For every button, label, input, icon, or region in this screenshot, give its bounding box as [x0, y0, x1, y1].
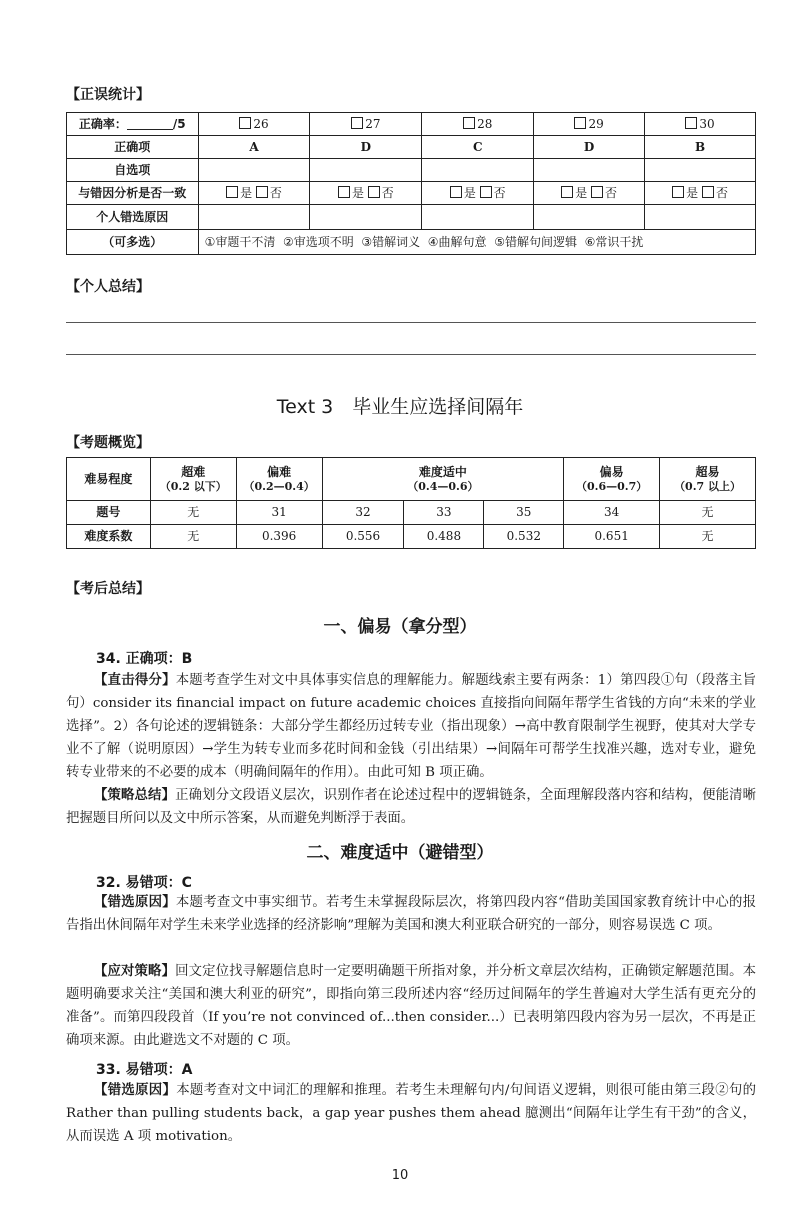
level-range: （0.2 以下） [159, 479, 227, 493]
self-choice-cell[interactable] [534, 159, 645, 182]
consistency-cell [534, 182, 645, 205]
level-range: （0.4—0.6） [407, 479, 479, 493]
no-label: 否 [381, 185, 394, 200]
accuracy-suffix: /5 [172, 116, 186, 131]
consistency-cell [422, 182, 534, 205]
level-name: 超难 [181, 465, 206, 480]
reason-cell[interactable] [310, 205, 422, 230]
question-number-cell: 无 [660, 501, 756, 525]
question-number-cell: 32 [322, 501, 404, 525]
reason-option[interactable]: ⑤错解句间逻辑 [494, 234, 577, 249]
level-range: （0.7 以上） [674, 479, 742, 493]
coefficient-label: 难度系数 [67, 525, 151, 549]
no-label: 否 [493, 185, 506, 200]
reason-option[interactable]: ①审题干不清 [204, 234, 276, 249]
question-checkbox[interactable] [351, 117, 363, 129]
section2-title: 二、难度适中（避错型） [306, 843, 494, 863]
question-checkbox[interactable] [463, 117, 475, 129]
accuracy-cell [67, 113, 199, 136]
paragraph-tag: 【应对策略】 [94, 964, 176, 979]
consistency-row-label: 与错因分析是否一致 [67, 182, 199, 205]
correct-answer: D [534, 136, 645, 159]
yes-checkbox[interactable] [450, 186, 462, 198]
reason-option[interactable]: ④曲解句意 [427, 234, 487, 249]
paragraph-tag: 【错选原因】 [94, 1083, 177, 1098]
yes-label: 是 [351, 185, 364, 200]
after-summary-header: 【考后总结】 [66, 581, 150, 597]
yes-label: 是 [575, 185, 588, 200]
level-cell [660, 458, 756, 501]
item-32: 32. 易错项：C [96, 875, 192, 891]
reason-cell[interactable] [422, 205, 534, 230]
question-checkbox[interactable] [574, 117, 586, 129]
question-number-cell: 34 [564, 501, 660, 525]
question-cell [310, 113, 422, 136]
correct-answer: C [422, 136, 534, 159]
reason-cell[interactable] [198, 205, 310, 230]
no-checkbox[interactable] [480, 186, 492, 198]
coefficient-cell: 0.396 [236, 525, 322, 549]
wrong-reason-paragraph [66, 1079, 756, 1148]
level-range: （0.6—0.7） [576, 479, 648, 493]
direct-score-paragraph [66, 669, 756, 784]
question-checkbox[interactable] [685, 117, 697, 129]
no-checkbox[interactable] [591, 186, 603, 198]
level-cell [236, 458, 322, 501]
question-cell [198, 113, 310, 136]
reason-row-label: 个人错选原因 [67, 205, 199, 230]
summary-line[interactable] [66, 354, 756, 355]
question-number: 29 [588, 116, 604, 131]
paragraph-tag: 【错选原因】 [94, 895, 176, 910]
multi-select-note: （可多选） [67, 230, 199, 255]
reason-option[interactable]: ③错解词义 [361, 234, 421, 249]
question-checkbox[interactable] [239, 117, 251, 129]
yes-checkbox[interactable] [561, 186, 573, 198]
level-cell [322, 458, 564, 501]
question-number-cell: 无 [150, 501, 236, 525]
yes-label: 是 [686, 185, 699, 200]
paragraph-tag: 【直击得分】 [94, 673, 176, 688]
accuracy-blank[interactable] [127, 117, 173, 130]
yes-label: 是 [240, 185, 253, 200]
paragraph-text: 正确划分文段语义层次，识别作者在论述过程中的逻辑链条，全面理解段落内容和结构，便能清晰把握题目所问以及文中所示答案，从而避免判断浮于表面。 [66, 788, 756, 826]
self-choice-cell[interactable] [422, 159, 534, 182]
self-choice-cell[interactable] [645, 159, 756, 182]
wrong-reason-paragraph [66, 891, 756, 937]
question-cell [422, 113, 534, 136]
yes-checkbox[interactable] [226, 186, 238, 198]
question-number-cell: 35 [484, 501, 564, 525]
correct-answer: A [198, 136, 310, 159]
correct-answer: B [645, 136, 756, 159]
question-number: 28 [477, 116, 493, 131]
number-label: 题号 [67, 501, 151, 525]
paragraph-text: 本题考查文中事实细节。若考生未掌握段际层次，将第四段内容“借助美国国家教育统计中心的报告指出休间隔年对学生未来学业选择的经济影响”理解为美国和澳大利亚联合研究的一部分，则容易误选 C 项。 [66, 895, 757, 933]
accuracy-label: 正确率： [78, 116, 127, 131]
self-choice-row-label: 自选项 [67, 159, 199, 182]
stats-header: 【正误统计】 [66, 87, 150, 103]
question-cell [645, 113, 756, 136]
self-choice-cell[interactable] [198, 159, 310, 182]
no-checkbox[interactable] [368, 186, 380, 198]
yes-checkbox[interactable] [338, 186, 350, 198]
overview-table [66, 457, 756, 549]
self-choice-cell[interactable] [310, 159, 422, 182]
text-title: Text 3 毕业生应选择间隔年 [276, 396, 524, 418]
question-cell [534, 113, 645, 136]
paragraph-text: 回文定位找寻解题信息时一定要明确题干所指对象，并分析文章层次结构，正确锁定解题范围。本题明确要求关注“美国和澳大利亚的研究”，即指向第三段所述内容“经历过间隔年的学生普遍对大学生活有更充分的准备”。而第四段段首（If you’re not convinced of...then consider...）已表明第四段内容为另一层次，不再是正确项来源。由此避选文不对题的 C 项。 [66, 964, 756, 1048]
section1-title: 一、偏易（拿分型） [323, 617, 477, 637]
paragraph-tag: 【策略总结】 [94, 788, 176, 803]
paragraph-text: 本题考查对文中词汇的理解和推理。若考生未理解句内/句间语义逻辑，则很可能由第三段②句的 Rather than pulling students back，a gap year pushes them ahead 臆测出“间隔年让学生有干劲”的含义，从而误选 A 项 motivation。 [66, 1083, 756, 1144]
question-number: 26 [253, 116, 269, 131]
item-33: 33. 易错项：A [96, 1062, 193, 1078]
summary-line[interactable] [66, 322, 756, 323]
no-checkbox[interactable] [256, 186, 268, 198]
question-number: 30 [699, 116, 715, 131]
question-number-cell: 33 [404, 501, 484, 525]
level-range: （0.2—0.4） [243, 479, 315, 493]
correct-row-label: 正确项 [67, 136, 199, 159]
difficulty-label: 难易程度 [67, 458, 151, 501]
coefficient-cell: 0.532 [484, 525, 564, 549]
question-number: 27 [365, 116, 381, 131]
reason-cell[interactable] [645, 205, 756, 230]
coefficient-cell: 0.651 [564, 525, 660, 549]
response-strategy-paragraph [66, 960, 756, 1052]
no-checkbox[interactable] [702, 186, 714, 198]
reason-cell[interactable] [534, 205, 645, 230]
yes-checkbox[interactable] [672, 186, 684, 198]
coefficient-cell: 0.488 [404, 525, 484, 549]
no-label: 否 [269, 185, 282, 200]
level-name: 偏难 [267, 465, 292, 480]
coefficient-cell: 无 [150, 525, 236, 549]
correct-answer: D [310, 136, 422, 159]
personal-summary-header: 【个人总结】 [66, 279, 150, 295]
overview-header: 【考题概览】 [66, 435, 150, 451]
coefficient-cell: 0.556 [322, 525, 404, 549]
reason-option[interactable]: ②审选项不明 [282, 234, 354, 249]
consistency-cell [198, 182, 310, 205]
no-label: 否 [605, 185, 618, 200]
item-34: 34. 正确项：B [96, 651, 193, 667]
paragraph-text: 本题考查学生对文中具体事实信息的理解能力。解题线索主要有两条：1）第四段①句（段落主旨句）consider its financial impact on future academic choices 直接指向间隔年帮学生省钱的方向“未来的学业选择”。2）各句论述的逻辑链条：大部分学生都经历过转专业（指出现象）→高中教育限制学生视野，使其对大学专业不了解（说明原因）→学生为转专业而多花时间和金钱（引出结果）→间隔年可帮学生找准兴趣，选对专业，避免转专业带来的不必要的成本（明确间隔年的作用）。由此可知 B 项正确。 [66, 673, 756, 780]
question-number-cell: 31 [236, 501, 322, 525]
reason-option[interactable]: ⑥常识干扰 [584, 234, 644, 249]
consistency-cell [310, 182, 422, 205]
level-cell [564, 458, 660, 501]
level-cell [150, 458, 236, 501]
level-name: 超易 [695, 465, 720, 480]
page-number: 10 [391, 1168, 409, 1183]
yes-label: 是 [463, 185, 476, 200]
reason-options [198, 230, 755, 255]
no-label: 否 [715, 185, 728, 200]
consistency-cell [645, 182, 756, 205]
accuracy-table [66, 112, 756, 255]
strategy-paragraph [66, 784, 756, 830]
coefficient-cell: 无 [660, 525, 756, 549]
level-name: 偏易 [599, 465, 624, 480]
level-name: 难度适中 [418, 465, 467, 480]
